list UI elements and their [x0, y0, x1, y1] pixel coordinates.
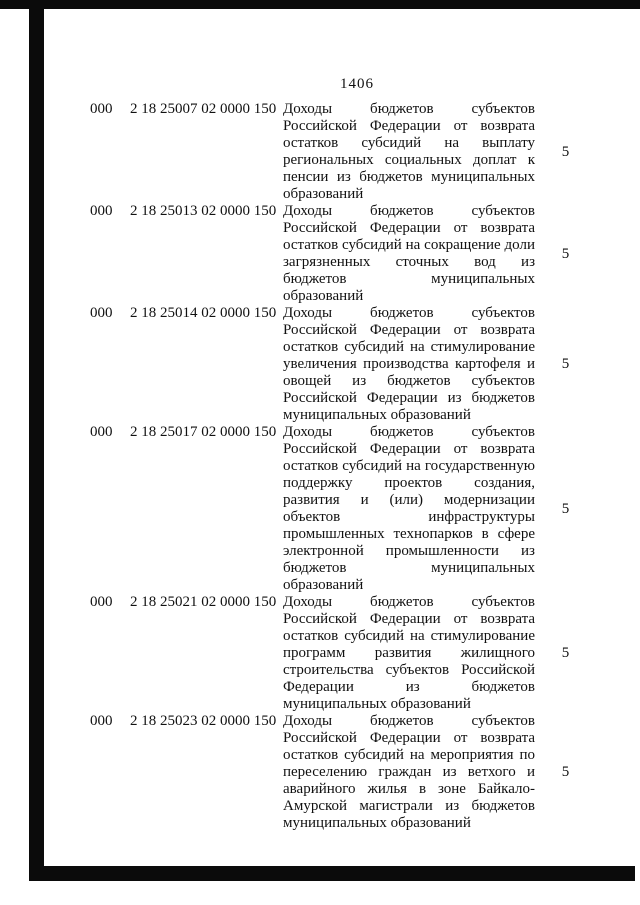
table-row: [90, 101, 596, 203]
table-row: [90, 305, 596, 424]
description-cell: Доходы бюджетов субъектов Российской Федерации от возврата остатков субсидий на государственную поддержку проектов создания, развития и (или) модернизации объектов инфраструктуры промышленных технопарков в сфере электронной промышленности из бюджетов муниципальных образований: [283, 424, 535, 593]
description-cell: Доходы бюджетов субъектов Российской Федерации от возврата остатков субсидий на стимулирование увеличения производства картофеля и овощей из бюджетов субъектов Российской Федерации из бюджетов муниципальных образований: [283, 305, 535, 423]
admin-code-cell: 000: [90, 203, 113, 219]
scan-border-bottom: [29, 866, 635, 881]
budget-code-cell: 2 18 25023 02 0000 150: [130, 713, 277, 729]
admin-code-cell: 000: [90, 101, 113, 117]
admin-code-cell: 000: [90, 424, 113, 440]
value-cell: 5: [561, 143, 570, 160]
value-cell: 5: [561, 356, 570, 372]
admin-code-cell: 000: [90, 305, 113, 321]
revenue-table: [90, 101, 596, 832]
budget-code-cell: 2 18 25014 02 0000 150: [130, 305, 277, 321]
scan-border-top: [0, 0, 640, 9]
budget-code-cell: 2 18 25021 02 0000 150: [130, 594, 277, 610]
page-number: 1406: [340, 76, 374, 92]
table-row: [90, 713, 596, 832]
value-cell: 5: [561, 764, 570, 780]
admin-code-cell: 000: [90, 594, 113, 610]
admin-code-cell: 000: [90, 713, 113, 729]
budget-code-cell: 2 18 25017 02 0000 150: [130, 424, 277, 440]
budget-code-cell: 2 18 25007 02 0000 150: [130, 101, 277, 117]
table-row: [90, 203, 596, 305]
scan-border-left: [29, 0, 44, 881]
description-cell: Доходы бюджетов субъектов Российской Федерации от возврата остатков субсидий на выплату региональных социальных доплат к пенсии из бюджетов муниципальных образований: [283, 101, 535, 202]
description-cell: Доходы бюджетов субъектов Российской Федерации от возврата остатков субсидий на сокращение доли загрязненных сточных вод из бюджетов муниципальных образований: [283, 203, 535, 304]
table-row: [90, 594, 596, 713]
table-row: [90, 424, 596, 594]
description-cell: Доходы бюджетов субъектов Российской Федерации от возврата остатков субсидий на стимулирование программ развития жилищного строительства субъектов Российской Федерации из бюджетов муниципальных образований: [283, 594, 535, 712]
value-cell: 5: [561, 245, 570, 262]
description-cell: Доходы бюджетов субъектов Российской Федерации от возврата остатков субсидий на мероприятия по переселению граждан из ветхого и аварийного жилья в зоне Байкало-Амурской магистрали из бюджетов муниципальных образований: [283, 713, 535, 831]
value-cell: 5: [561, 645, 570, 661]
value-cell: 5: [561, 500, 570, 517]
budget-code-cell: 2 18 25013 02 0000 150: [130, 203, 277, 219]
